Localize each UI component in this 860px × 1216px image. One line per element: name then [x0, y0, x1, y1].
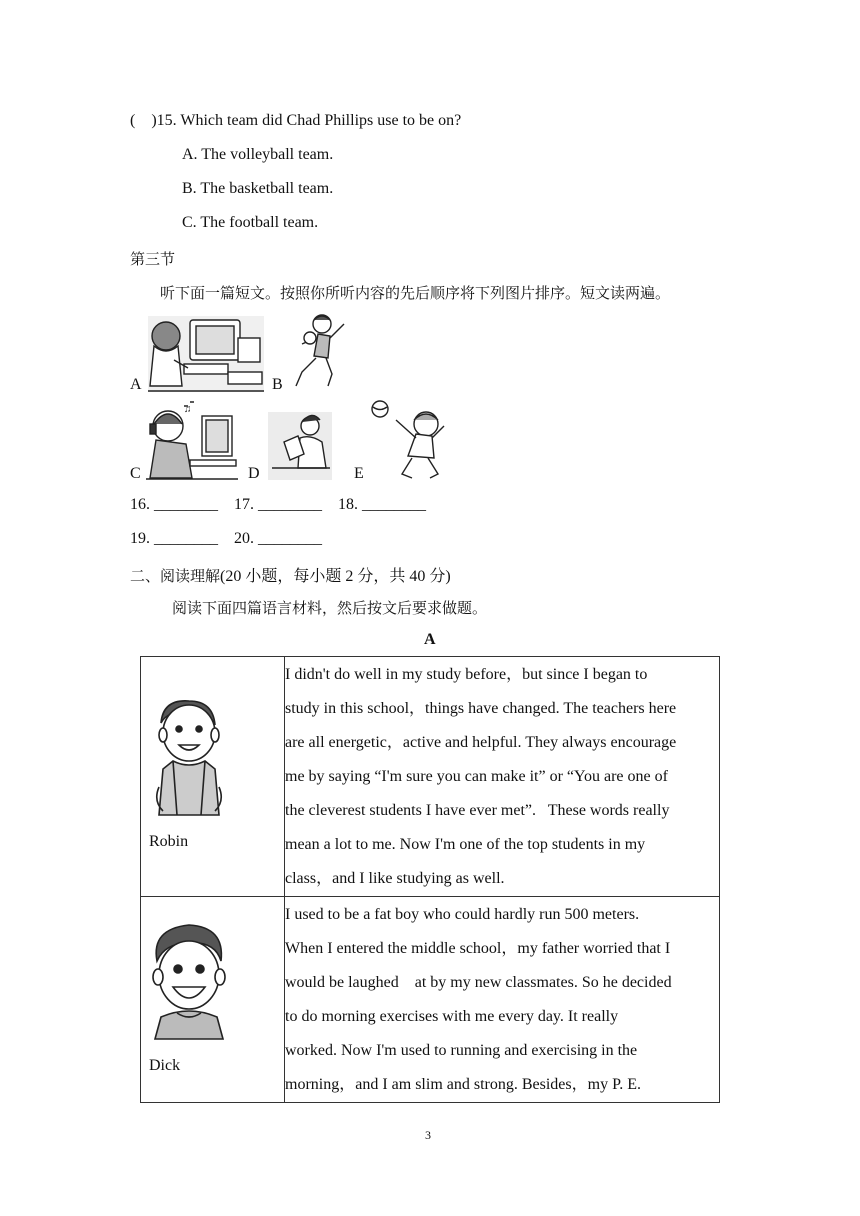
svg-text:♫: ♫: [184, 404, 192, 415]
part-2-instruction: 阅读下面四篇语言材料，然后按文后要求做题。: [172, 599, 488, 617]
text-line: When I entered the middle school，my father worried that I: [285, 940, 671, 957]
passage-label: A: [424, 631, 436, 648]
text-line: me by saying “I'm sure you can make it” or “You are one of: [285, 768, 668, 785]
section-3-instruction: 听下面一篇短文。按照你所听内容的先后顺序将下列图片排序。短文读两遍。: [160, 284, 671, 302]
student-name-robin: Robin: [149, 833, 189, 850]
table-row: [141, 657, 720, 897]
girl-playing-volleyball-icon: [368, 398, 450, 480]
answer-blanks-19-20: 19. ________ 20. ________: [130, 530, 322, 547]
boy-at-computer-icon: [148, 316, 264, 392]
part-2-heading-cn: 二、阅读理解: [130, 567, 221, 585]
text-line: mean a lot to me. Now I'm one of the top students in my: [285, 836, 646, 853]
boy-kicking-ball-icon: [288, 312, 350, 390]
answer-blanks-16-18: 16. ________ 17. ________ 18. ________: [130, 496, 426, 513]
text-line: to do morning exercises with me every day. It really: [285, 1008, 619, 1025]
dick-paragraph: [285, 897, 719, 1102]
boy-with-backpack-icon: [153, 697, 225, 819]
question-15-option-b: B. The basketball team.: [182, 180, 334, 197]
text-line: morning，and I am slim and strong. Besides，my P. E.: [285, 1076, 641, 1093]
table-cell-portrait: [141, 657, 285, 897]
picture-label-a: A: [130, 376, 142, 393]
text-line: would be laughed at by my new classmates. So he decided: [285, 974, 672, 991]
page-number: 3: [425, 1128, 431, 1142]
table-cell-text: [285, 897, 720, 1103]
reading-table: [140, 656, 720, 1103]
question-15-option-c: C. The football team.: [182, 214, 319, 231]
table-cell-portrait: [141, 897, 285, 1103]
text-line: study in this school，things have changed. The teachers here: [285, 700, 677, 717]
picture-label-c: C: [130, 465, 141, 482]
section-3-title: 第三节: [130, 250, 176, 268]
text-line: class，and I like studying as well.: [285, 870, 505, 887]
text-line: the cleverest students I have ever met”. These words really: [285, 802, 670, 819]
text-line: are all energetic，active and helpful. They always encourage: [285, 734, 677, 751]
picture-label-d: D: [248, 465, 260, 482]
girl-headphones-computer-icon: [146, 400, 238, 480]
girl-reading-icon: [268, 412, 332, 480]
text-line: I used to be a fat boy who could hardly run 500 meters.: [285, 906, 640, 923]
robin-paragraph: [285, 657, 719, 896]
table-cell-text: [285, 657, 720, 897]
text-line: worked. Now I'm used to running and exercising in the: [285, 1042, 638, 1059]
table-row: [141, 897, 720, 1103]
picture-label-b: B: [272, 376, 283, 393]
part-2-heading: [130, 563, 451, 586]
question-15-stem: ( )15. Which team did Chad Phillips use to be on?: [130, 112, 462, 129]
student-name-dick: Dick: [149, 1057, 181, 1074]
picture-label-e: E: [354, 465, 364, 482]
part-2-heading-score: (20 小题，每小题 2 分，共 40 分): [220, 568, 451, 585]
question-15-option-a: A. The volleyball team.: [182, 146, 334, 163]
smiling-boy-icon: [149, 921, 229, 1041]
text-line: I didn't do well in my study before，but since I began to: [285, 666, 648, 683]
